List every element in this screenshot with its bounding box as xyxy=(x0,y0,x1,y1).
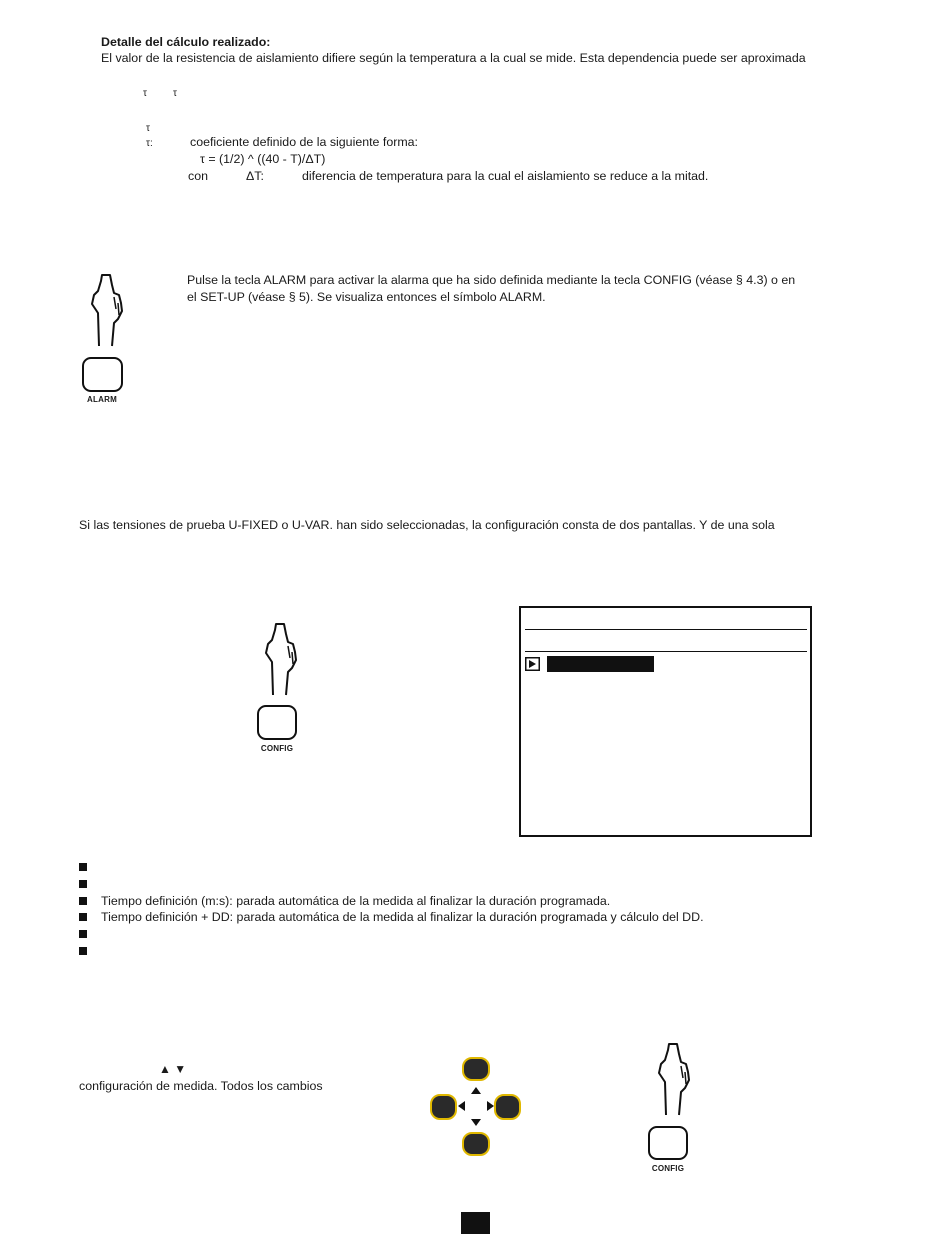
con-label: con xyxy=(188,169,208,183)
list-item: Tiempo definición (m:s): parada automática de la medida al finalizar la duración programada. xyxy=(101,894,611,908)
config-key-label: CONFIG xyxy=(651,1164,685,1173)
delta-t-label: ΔT: xyxy=(246,169,264,183)
page-number-block xyxy=(461,1212,490,1234)
nav-right-button[interactable] xyxy=(494,1094,521,1120)
pointing-hand-icon xyxy=(88,273,128,349)
direction-arrows-icon xyxy=(456,1085,496,1128)
bottom-text: configuración de medida. Todos los cambios xyxy=(79,1079,323,1093)
lcd-divider-top xyxy=(525,629,807,630)
pointing-hand-icon xyxy=(655,1042,695,1118)
delta-t-description: diferencia de temperatura para la cual el aislamiento se reduce a la mitad. xyxy=(302,169,709,183)
lcd-highlight-bar xyxy=(547,656,654,672)
formula: τ = (1/2) ^ ((40 - T)/ΔT) xyxy=(200,152,326,166)
section-heading: Detalle del cálculo realizado: xyxy=(101,35,271,49)
bullet-icon xyxy=(79,863,87,871)
config-key-label: CONFIG xyxy=(260,744,294,753)
list-item: Tiempo definición + DD: parada automática de la medida al finalizar la duración programada y cálculo del DD. xyxy=(101,910,704,924)
config-key[interactable] xyxy=(257,705,297,740)
nav-left-button[interactable] xyxy=(430,1094,457,1120)
tau-definition-symbol: τ: xyxy=(146,138,153,149)
coefficient-definition: coeficiente definido de la siguiente forma: xyxy=(190,135,418,149)
bullet-icon xyxy=(79,913,87,921)
tau-symbol-b: τ xyxy=(173,88,177,99)
alarm-key-label: ALARM xyxy=(87,395,117,404)
cursor-arrow-icon xyxy=(525,657,540,671)
config-text: Si las tensiones de prueba U-FIXED o U-VAR. han sido seleccionadas, la configuración consta de dos pantallas. Y de una sola xyxy=(79,518,775,532)
pointing-hand-icon xyxy=(262,622,302,698)
nav-down-button[interactable] xyxy=(462,1132,490,1156)
config-key[interactable] xyxy=(648,1126,688,1160)
bullet-icon xyxy=(79,947,87,955)
bullet-icon xyxy=(79,930,87,938)
alarm-text-line2: el SET-UP (véase § 5). Se visualiza entonces el símbolo ALARM. xyxy=(187,290,546,304)
lcd-divider-bottom xyxy=(525,651,807,652)
bullet-icon xyxy=(79,880,87,888)
alarm-text-line1: Pulse la tecla ALARM para activar la alarma que ha sido definida mediante la tecla CONFIG (véase § 4.3) o en xyxy=(187,273,796,287)
nav-up-button[interactable] xyxy=(462,1057,490,1081)
tau-symbol-a: τ xyxy=(143,88,147,99)
bullet-icon xyxy=(79,897,87,905)
up-down-arrows: ▲ ▼ xyxy=(159,1062,187,1076)
lcd-screen xyxy=(519,606,812,837)
tau-symbol-c: τ xyxy=(146,123,150,134)
intro-text: El valor de la resistencia de aislamiento difiere según la temperatura a la cual se mide. Esta dependencia puede ser aproximada xyxy=(101,51,806,65)
alarm-key[interactable] xyxy=(82,357,123,392)
